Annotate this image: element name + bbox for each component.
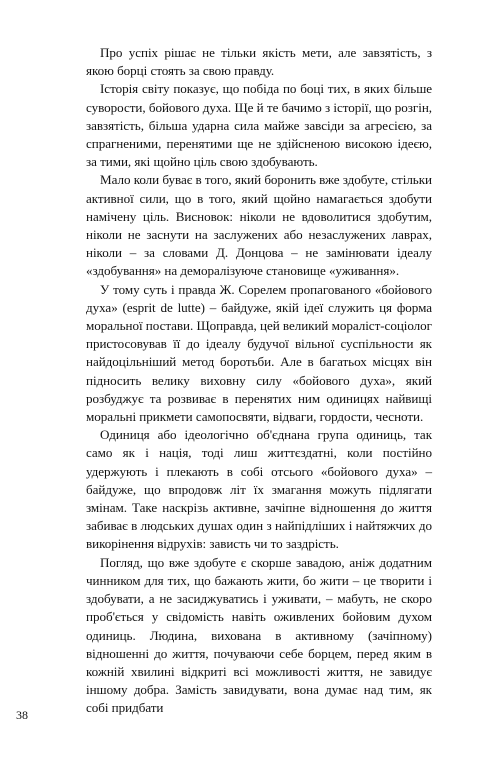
paragraph-5: Одиниця або ідеологічно об'єднана група одиниць, так само як і нація, тоді лиш життєздатні, коли постійно удержують і плекають в собі отсього «бойового духа» – байдуже, що впродовж літ їх змагання можуть підлягати змінам. Таке наскрізь активне, зачіпне відношення до життя забиває в людських душах один з найпідліших і найтяжчих до викорінення відрухів: зависть чи то заздрість. — [86, 427, 432, 552]
paragraph-1: Про успіх рішає не тільки якість мети, але завзятість, з якою борці стоять за свою правду. — [86, 45, 432, 79]
paragraph-3: Мало коли буває в того, який боронить вже здобуте, стільки активної сили, що в того, який щойно намагається здобути намічену ціль. Висновок: ніколи не вдоволитися здобутим, ніколи не заснути на заслужених або незаслужених лаврах, ніколи – за словами Д. Донцова – не замінювати ідеалу «здобування» на деморалізуюче становище «уживання». — [86, 172, 432, 279]
paragraph-2: Історія світу показує, що побіда по боці тих, в яких більше суворости, бойового духа. Ще й те бачимо з історії, що розгін, завзятість, більша ударна сила майже завсіди за агресією, за спрагненими, перенятими ще не здійсненою високою ідеєю, за тими, які щойно ціль свою здобувають. — [86, 81, 432, 170]
body-text — [86, 44, 432, 718]
page-number: 38 — [16, 708, 28, 722]
paragraph-6: Погляд, що вже здобуте є скорше завадою, аніж додатним чинником для тих, що бажають жити, бо жити – це творити і здобувати, а не засиджуватись і уживати, – мабуть, не скоро проб'ється у свідомість навіть оживлених бойовим духом одиниць. Людина, вихована в активному (зачіпному) відношенні до життя, почуваючи себе борцем, перед яким в кожній хвилині відкриті всі можливості життя, не завидує іншому добра. Замість завидувати, вона думає над тим, як собі придбати — [86, 554, 432, 716]
paragraph-4: У тому суть і правда Ж. Сорелем пропагованого «бойового духа» (esprit de lutte) – байдуже, якій ідеї служить ця форма моральної постави. Щоправда, цей великий мораліст-соціолог пристосовував її до ідеалу будучої вільної суспільности як найдоцільніший метод боротьби. Але в багатьох місцях він підносить велику виховну силу «бойового духа», який розбуджує та розвиває в перенятих ним одиницях найвищі моральні прикмети самопосвяти, відваги, гордости, чесноти. — [86, 281, 432, 425]
